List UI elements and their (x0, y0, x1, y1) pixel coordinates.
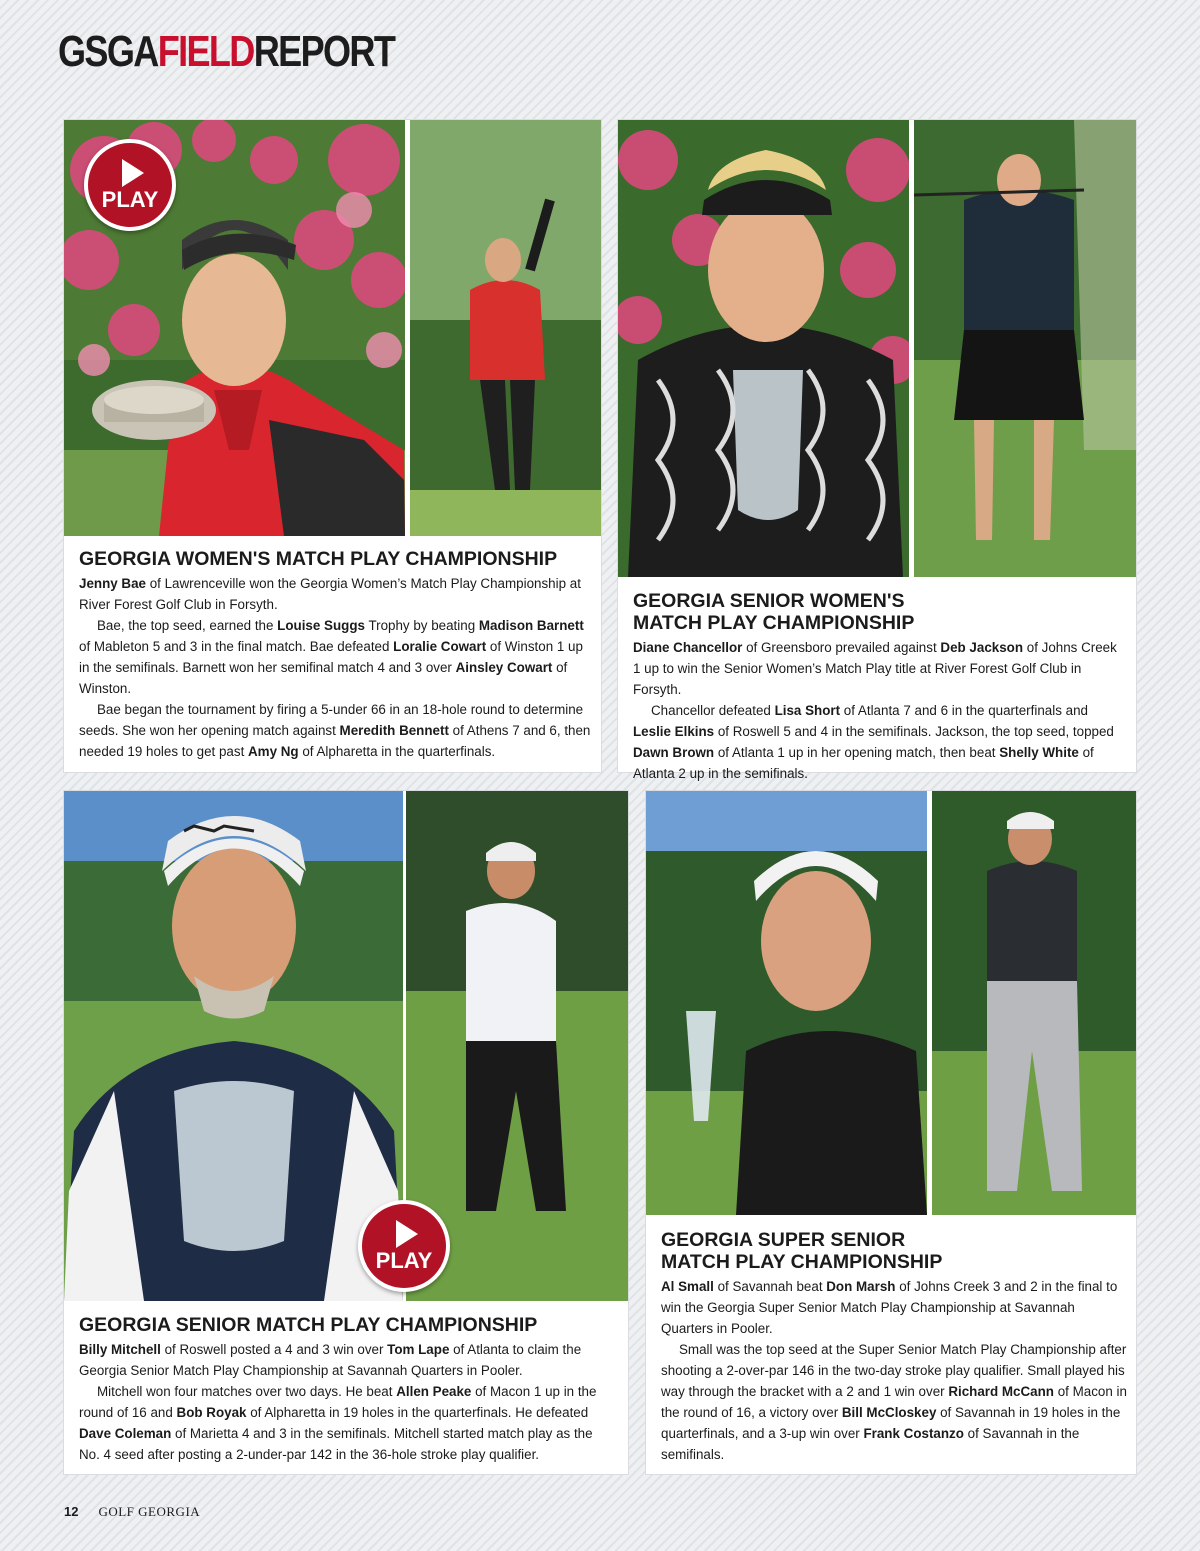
paragraph-text: of Johns Creek 3 and 2 in the final to win the Georgia Super Senior Match Play Championship at Savannah Quarters in Pooler. (661, 1279, 1118, 1336)
paragraph-text: Chancellor defeated (651, 703, 775, 718)
paragraph-text: of Athens 7 and 6, then needed 19 holes to get past (79, 723, 591, 759)
person-name: Dave Coleman (79, 1426, 172, 1441)
paragraph-text: Trophy by beating (364, 618, 479, 633)
person-name: Leslie Elkins (633, 724, 715, 739)
article-paragraph (79, 1339, 617, 1381)
masthead-gsga: GSGA (58, 27, 158, 76)
person-name: Meredith Bennett (339, 723, 449, 738)
paragraph-text: of Alpharetta in the quarterfinals. (298, 744, 496, 759)
article-paragraph (661, 1339, 1127, 1465)
play-button[interactable] (84, 139, 176, 231)
paragraph-text: of Lawrenceville won the Georgia Women’s Match Play Championship at River Forest Golf Club in Forsyth. (79, 576, 581, 612)
page-number: 12 (64, 1504, 79, 1519)
article-title: GEORGIA SENIOR WOMEN'S MATCH PLAY CHAMPIONSHIP (633, 590, 915, 634)
article-title: GEORGIA WOMEN'S MATCH PLAY CHAMPIONSHIP (79, 548, 558, 570)
article-paragraph (661, 1276, 1127, 1339)
article-title: GEORGIA SENIOR MATCH PLAY CHAMPIONSHIP (79, 1314, 538, 1336)
person-name: Bill McCloskey (841, 1405, 937, 1420)
article-senior-text (79, 1314, 617, 1465)
person-name: Billy Mitchell (79, 1342, 161, 1357)
article-womens-text (79, 548, 591, 762)
paragraph-text: of Atlanta 7 and 6 in the quarterfinals and (840, 703, 1088, 718)
paragraph-text: Mitchell won four matches over two days. He beat (97, 1384, 397, 1399)
photo-al-small-trophy (646, 791, 927, 1215)
paragraph-text: of Savannah in 19 holes in the quarterfinals, and a 3-up win over (661, 1405, 1121, 1441)
person-name: Allen Peake (396, 1384, 472, 1399)
play-label: PLAY (101, 187, 159, 212)
article-paragraph (633, 700, 1127, 784)
masthead-report: REPORT (253, 27, 395, 76)
person-name: Bob Royak (176, 1405, 247, 1420)
person-name: Don Marsh (826, 1279, 896, 1294)
paragraph-text: of Mableton 5 and 3 in the final match. Bae defeated (79, 639, 394, 654)
article-senior-womens-text (633, 590, 1127, 784)
photo-diane-chancellor-swing (914, 120, 1136, 577)
paragraph-text: of Atlanta 2 up in the semifinals. (633, 745, 1094, 781)
person-name: Amy Ng (248, 744, 299, 759)
paragraph-text: of Johns Creek 1 up to win the Senior Women’s Match Play title at River Forest Golf Club in Forsyth. (633, 640, 1117, 697)
photo-billy-mitchell-trophy (64, 791, 403, 1301)
paragraph-text: Bae, the top seed, earned the (97, 618, 278, 633)
article-paragraph (633, 637, 1127, 700)
article-paragraph (79, 699, 591, 762)
paragraph-text: of Atlanta 1 up in her opening match, then beat (714, 745, 1000, 760)
person-name: Tom Lape (387, 1342, 450, 1357)
paragraph-text: of Greensboro prevailed against (742, 640, 941, 655)
photo-jenny-bae-swing (410, 120, 601, 536)
paragraph-text: of Savannah beat (713, 1279, 827, 1294)
page-masthead (58, 27, 395, 76)
paragraph-text: of Savannah in the semifinals. (661, 1426, 1080, 1462)
paragraph-text: of Roswell posted a 4 and 3 win over (160, 1342, 388, 1357)
article-super-senior-text (661, 1229, 1127, 1465)
paragraph-text: Bae began the tournament by firing a 5-under 66 in an 18-hole round to determine seeds. She won her opening match against (79, 702, 584, 738)
article-paragraph (79, 1381, 617, 1465)
person-name: Richard McCann (948, 1384, 1054, 1399)
masthead-field: FIELD (157, 27, 254, 76)
person-name: Loralie Cowart (393, 639, 487, 654)
person-name: Louise Suggs (277, 618, 365, 633)
paragraph-text: of Macon in the round of 16, a victory over (661, 1384, 1127, 1420)
play-label: PLAY (375, 1248, 433, 1273)
play-button[interactable] (358, 1200, 450, 1292)
person-name: Frank Costanzo (863, 1426, 964, 1441)
paragraph-text: of Alpharetta in 19 holes in the quarterfinals. He defeated (246, 1405, 589, 1420)
magazine-name: GOLF GEORGIA (98, 1504, 201, 1519)
article-paragraph (79, 573, 591, 615)
photo-diane-chancellor-trophy (618, 120, 909, 577)
article-title: GEORGIA SUPER SENIOR MATCH PLAY CHAMPIONSHIP (661, 1229, 943, 1273)
person-name: Dawn Brown (633, 745, 715, 760)
person-name: Jenny Bae (79, 576, 146, 591)
photo-al-small-swing (932, 791, 1136, 1215)
person-name: Lisa Short (774, 703, 841, 718)
person-name: Diane Chancellor (633, 640, 743, 655)
paragraph-text: of Winston. (79, 660, 568, 696)
paragraph-text: of Macon 1 up in the round of 16 and (79, 1384, 597, 1420)
paragraph-text: Small was the top seed at the Super Senior Match Play Championship after shooting a 2-over-par 146 in the two-day stroke play qualifier. Small played his way through the bracket with a 2 and 1 win over (661, 1342, 1127, 1399)
paragraph-text: of Winston 1 up in the semifinals. Barnett won her semifinal match 4 and 3 over (79, 639, 583, 675)
person-name: Al Small (661, 1279, 714, 1294)
paragraph-text: of Roswell 5 and 4 in the semifinals. Jackson, the top seed, topped (714, 724, 1114, 739)
person-name: Shelly White (999, 745, 1079, 760)
person-name: Ainsley Cowart (455, 660, 553, 675)
play-icon (396, 1220, 418, 1248)
play-icon (122, 159, 144, 187)
article-paragraph (79, 615, 591, 699)
paragraph-text: of Marietta 4 and 3 in the semifinals. Mitchell started match play as the No. 4 seed after posting a 2-under-par 142 in the 36-hole stroke play qualifier. (79, 1426, 593, 1462)
person-name: Madison Barnett (478, 618, 584, 633)
person-name: Deb Jackson (940, 640, 1024, 655)
paragraph-text: of Atlanta to claim the Georgia Senior Match Play Championship at Savannah Quarters in Pooler. (79, 1342, 582, 1378)
page-footer (64, 1504, 200, 1520)
